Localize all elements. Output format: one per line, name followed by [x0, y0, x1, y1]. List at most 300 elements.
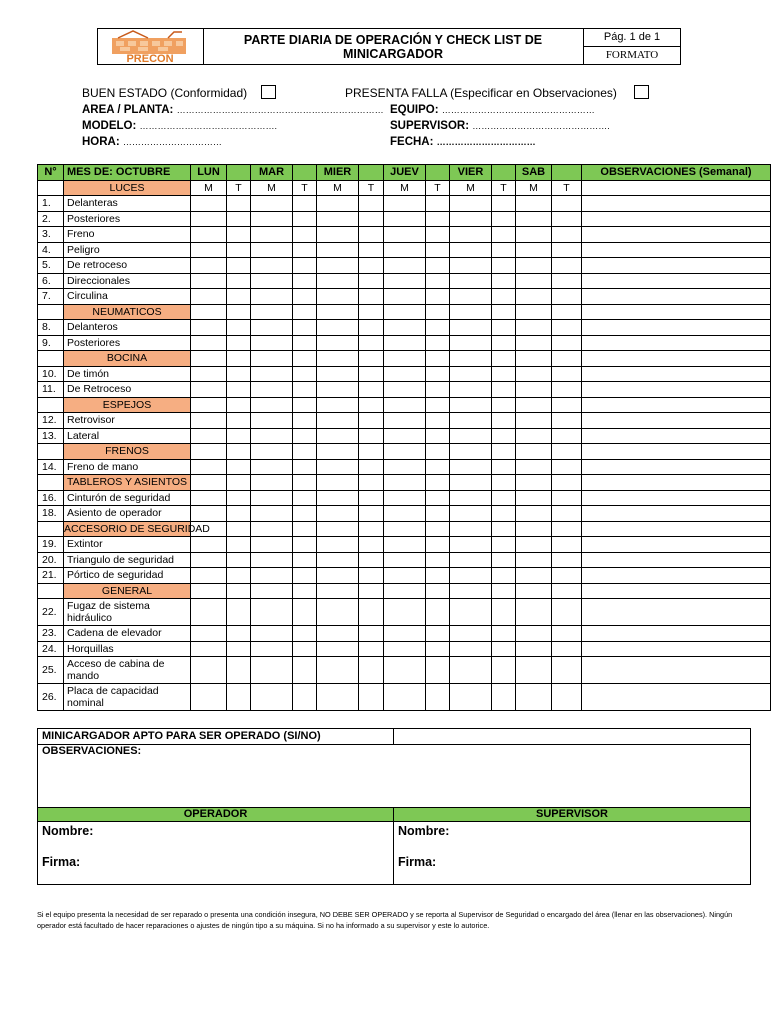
check-cell-m[interactable] — [516, 428, 552, 444]
check-cell-t[interactable] — [426, 459, 450, 475]
check-cell-m[interactable] — [384, 506, 426, 522]
check-cell-t[interactable] — [293, 444, 317, 460]
check-cell-t[interactable] — [426, 428, 450, 444]
check-cell-m[interactable] — [384, 684, 426, 711]
check-cell-m[interactable] — [317, 289, 359, 305]
observaciones-cell[interactable] — [582, 397, 771, 413]
check-cell-t[interactable] — [227, 506, 251, 522]
check-cell-m[interactable] — [191, 475, 227, 491]
check-cell-m[interactable] — [317, 657, 359, 684]
check-cell-m[interactable] — [191, 289, 227, 305]
check-cell-m[interactable] — [384, 475, 426, 491]
check-cell-t[interactable] — [426, 568, 450, 584]
check-cell-t[interactable] — [359, 320, 384, 336]
presenta-falla-checkbox[interactable] — [634, 85, 649, 99]
check-cell-m[interactable] — [516, 304, 552, 320]
check-cell-t[interactable] — [359, 521, 384, 537]
observaciones-cell[interactable] — [582, 506, 771, 522]
check-cell-m[interactable] — [317, 521, 359, 537]
check-cell-t[interactable] — [293, 289, 317, 305]
check-cell-m[interactable] — [251, 521, 293, 537]
check-cell-m[interactable] — [450, 490, 492, 506]
check-cell-m[interactable] — [317, 366, 359, 382]
check-cell-m[interactable] — [450, 196, 492, 212]
supervisor-signature-cell[interactable] — [394, 822, 751, 885]
check-cell-t[interactable] — [426, 211, 450, 227]
check-cell-t[interactable] — [359, 397, 384, 413]
check-cell-m[interactable] — [516, 657, 552, 684]
check-cell-m[interactable] — [317, 335, 359, 351]
check-cell-t[interactable] — [293, 227, 317, 243]
check-cell-m[interactable] — [251, 506, 293, 522]
check-cell-m[interactable] — [317, 413, 359, 429]
check-cell-m[interactable] — [191, 273, 227, 289]
check-cell-t[interactable] — [426, 475, 450, 491]
check-cell-m[interactable] — [516, 366, 552, 382]
check-cell-t[interactable] — [293, 320, 317, 336]
check-cell-m[interactable] — [450, 351, 492, 367]
check-cell-m[interactable] — [516, 475, 552, 491]
check-cell-m[interactable] — [384, 273, 426, 289]
check-cell-t[interactable] — [359, 475, 384, 491]
check-cell-m[interactable] — [384, 657, 426, 684]
check-cell-m[interactable] — [317, 320, 359, 336]
check-cell-t[interactable] — [552, 641, 582, 657]
check-cell-m[interactable] — [317, 242, 359, 258]
observaciones-cell[interactable] — [38, 745, 751, 808]
check-cell-m[interactable] — [251, 211, 293, 227]
check-cell-m[interactable] — [317, 626, 359, 642]
check-cell-m[interactable] — [516, 413, 552, 429]
check-cell-m[interactable] — [516, 684, 552, 711]
check-cell-m[interactable] — [516, 289, 552, 305]
check-cell-t[interactable] — [492, 444, 516, 460]
check-cell-m[interactable] — [516, 583, 552, 599]
observaciones-cell[interactable] — [582, 304, 771, 320]
check-cell-t[interactable] — [227, 684, 251, 711]
check-cell-t[interactable] — [227, 490, 251, 506]
check-cell-t[interactable] — [359, 366, 384, 382]
check-cell-m[interactable] — [251, 335, 293, 351]
check-cell-t[interactable] — [293, 366, 317, 382]
check-cell-m[interactable] — [191, 568, 227, 584]
check-cell-t[interactable] — [293, 413, 317, 429]
observaciones-cell[interactable] — [582, 599, 771, 626]
check-cell-m[interactable] — [450, 304, 492, 320]
check-cell-m[interactable] — [191, 459, 227, 475]
check-cell-m[interactable] — [251, 459, 293, 475]
check-cell-t[interactable] — [359, 351, 384, 367]
check-cell-t[interactable] — [227, 366, 251, 382]
check-cell-t[interactable] — [293, 475, 317, 491]
check-cell-t[interactable] — [552, 444, 582, 460]
check-cell-t[interactable] — [426, 521, 450, 537]
check-cell-t[interactable] — [227, 444, 251, 460]
check-cell-m[interactable] — [317, 258, 359, 274]
check-cell-m[interactable] — [516, 521, 552, 537]
check-cell-m[interactable] — [251, 626, 293, 642]
check-cell-t[interactable] — [552, 397, 582, 413]
check-cell-t[interactable] — [227, 599, 251, 626]
check-cell-m[interactable] — [384, 211, 426, 227]
observaciones-cell[interactable] — [582, 684, 771, 711]
check-cell-t[interactable] — [492, 537, 516, 553]
check-cell-t[interactable] — [359, 626, 384, 642]
check-cell-t[interactable] — [359, 211, 384, 227]
check-cell-m[interactable] — [450, 568, 492, 584]
check-cell-m[interactable] — [251, 242, 293, 258]
apto-value-cell[interactable] — [394, 729, 751, 745]
check-cell-t[interactable] — [492, 382, 516, 398]
check-cell-t[interactable] — [293, 490, 317, 506]
check-cell-m[interactable] — [251, 583, 293, 599]
check-cell-m[interactable] — [450, 335, 492, 351]
check-cell-t[interactable] — [492, 506, 516, 522]
observaciones-cell[interactable] — [582, 490, 771, 506]
check-cell-t[interactable] — [426, 304, 450, 320]
check-cell-t[interactable] — [492, 273, 516, 289]
check-cell-t[interactable] — [426, 196, 450, 212]
check-cell-m[interactable] — [251, 413, 293, 429]
area-field[interactable] — [82, 104, 384, 116]
check-cell-t[interactable] — [492, 304, 516, 320]
check-cell-m[interactable] — [384, 521, 426, 537]
check-cell-m[interactable] — [251, 537, 293, 553]
check-cell-t[interactable] — [492, 490, 516, 506]
check-cell-t[interactable] — [426, 397, 450, 413]
check-cell-m[interactable] — [317, 684, 359, 711]
check-cell-m[interactable] — [317, 444, 359, 460]
check-cell-m[interactable] — [516, 227, 552, 243]
check-cell-m[interactable] — [450, 506, 492, 522]
hora-field[interactable] — [82, 136, 222, 148]
check-cell-t[interactable] — [426, 335, 450, 351]
check-cell-m[interactable] — [384, 626, 426, 642]
check-cell-m[interactable] — [450, 626, 492, 642]
observaciones-cell[interactable] — [582, 196, 771, 212]
check-cell-t[interactable] — [552, 684, 582, 711]
check-cell-m[interactable] — [450, 320, 492, 336]
check-cell-t[interactable] — [426, 273, 450, 289]
check-cell-m[interactable] — [516, 506, 552, 522]
check-cell-t[interactable] — [426, 351, 450, 367]
check-cell-m[interactable] — [516, 258, 552, 274]
check-cell-t[interactable] — [293, 196, 317, 212]
observaciones-cell[interactable] — [582, 641, 771, 657]
check-cell-t[interactable] — [492, 397, 516, 413]
check-cell-t[interactable] — [359, 428, 384, 444]
check-cell-t[interactable] — [293, 521, 317, 537]
check-cell-m[interactable] — [317, 196, 359, 212]
check-cell-m[interactable] — [384, 366, 426, 382]
check-cell-t[interactable] — [359, 583, 384, 599]
check-cell-m[interactable] — [450, 521, 492, 537]
check-cell-t[interactable] — [552, 196, 582, 212]
check-cell-m[interactable] — [251, 428, 293, 444]
check-cell-t[interactable] — [293, 428, 317, 444]
check-cell-m[interactable] — [317, 397, 359, 413]
check-cell-m[interactable] — [191, 366, 227, 382]
observaciones-cell[interactable] — [582, 258, 771, 274]
check-cell-t[interactable] — [552, 459, 582, 475]
check-cell-t[interactable] — [426, 227, 450, 243]
check-cell-m[interactable] — [384, 304, 426, 320]
check-cell-t[interactable] — [359, 599, 384, 626]
check-cell-t[interactable] — [227, 537, 251, 553]
check-cell-t[interactable] — [426, 506, 450, 522]
check-cell-t[interactable] — [426, 242, 450, 258]
check-cell-m[interactable] — [516, 351, 552, 367]
check-cell-m[interactable] — [516, 196, 552, 212]
observaciones-cell[interactable] — [582, 537, 771, 553]
check-cell-t[interactable] — [426, 490, 450, 506]
check-cell-t[interactable] — [227, 475, 251, 491]
observaciones-cell[interactable] — [582, 335, 771, 351]
check-cell-m[interactable] — [251, 258, 293, 274]
check-cell-m[interactable] — [450, 475, 492, 491]
check-cell-t[interactable] — [492, 641, 516, 657]
check-cell-m[interactable] — [384, 196, 426, 212]
check-cell-t[interactable] — [227, 382, 251, 398]
check-cell-m[interactable] — [516, 490, 552, 506]
check-cell-t[interactable] — [359, 304, 384, 320]
check-cell-m[interactable] — [251, 289, 293, 305]
check-cell-m[interactable] — [516, 397, 552, 413]
observaciones-cell[interactable] — [582, 475, 771, 491]
check-cell-t[interactable] — [426, 599, 450, 626]
check-cell-t[interactable] — [492, 428, 516, 444]
check-cell-t[interactable] — [293, 537, 317, 553]
check-cell-m[interactable] — [384, 289, 426, 305]
check-cell-m[interactable] — [384, 599, 426, 626]
check-cell-t[interactable] — [552, 289, 582, 305]
check-cell-m[interactable] — [317, 475, 359, 491]
check-cell-m[interactable] — [251, 641, 293, 657]
check-cell-m[interactable] — [251, 568, 293, 584]
check-cell-m[interactable] — [191, 599, 227, 626]
check-cell-t[interactable] — [359, 289, 384, 305]
check-cell-t[interactable] — [359, 227, 384, 243]
check-cell-t[interactable] — [293, 258, 317, 274]
check-cell-m[interactable] — [450, 599, 492, 626]
check-cell-m[interactable] — [191, 335, 227, 351]
check-cell-m[interactable] — [251, 196, 293, 212]
check-cell-m[interactable] — [191, 626, 227, 642]
check-cell-m[interactable] — [317, 382, 359, 398]
check-cell-m[interactable] — [317, 583, 359, 599]
observaciones-cell[interactable] — [582, 227, 771, 243]
check-cell-m[interactable] — [450, 366, 492, 382]
check-cell-m[interactable] — [384, 444, 426, 460]
check-cell-m[interactable] — [384, 583, 426, 599]
check-cell-m[interactable] — [516, 626, 552, 642]
check-cell-m[interactable] — [317, 506, 359, 522]
check-cell-t[interactable] — [426, 552, 450, 568]
check-cell-t[interactable] — [227, 351, 251, 367]
check-cell-t[interactable] — [227, 211, 251, 227]
check-cell-m[interactable] — [317, 227, 359, 243]
check-cell-m[interactable] — [191, 351, 227, 367]
check-cell-t[interactable] — [293, 459, 317, 475]
check-cell-m[interactable] — [384, 227, 426, 243]
check-cell-t[interactable] — [359, 335, 384, 351]
check-cell-t[interactable] — [227, 227, 251, 243]
check-cell-m[interactable] — [251, 552, 293, 568]
check-cell-m[interactable] — [251, 657, 293, 684]
check-cell-m[interactable] — [251, 444, 293, 460]
check-cell-t[interactable] — [227, 304, 251, 320]
check-cell-m[interactable] — [191, 413, 227, 429]
check-cell-m[interactable] — [191, 641, 227, 657]
check-cell-m[interactable] — [251, 273, 293, 289]
observaciones-cell[interactable] — [582, 382, 771, 398]
check-cell-m[interactable] — [450, 537, 492, 553]
check-cell-t[interactable] — [552, 227, 582, 243]
check-cell-t[interactable] — [359, 258, 384, 274]
check-cell-m[interactable] — [251, 227, 293, 243]
observaciones-cell[interactable] — [582, 320, 771, 336]
check-cell-t[interactable] — [552, 413, 582, 429]
check-cell-m[interactable] — [191, 196, 227, 212]
check-cell-t[interactable] — [359, 273, 384, 289]
check-cell-m[interactable] — [516, 641, 552, 657]
check-cell-m[interactable] — [450, 657, 492, 684]
check-cell-t[interactable] — [426, 320, 450, 336]
check-cell-t[interactable] — [293, 599, 317, 626]
check-cell-m[interactable] — [191, 258, 227, 274]
check-cell-t[interactable] — [227, 428, 251, 444]
check-cell-t[interactable] — [293, 211, 317, 227]
check-cell-m[interactable] — [450, 227, 492, 243]
check-cell-t[interactable] — [227, 657, 251, 684]
check-cell-t[interactable] — [552, 335, 582, 351]
check-cell-t[interactable] — [492, 413, 516, 429]
check-cell-t[interactable] — [552, 475, 582, 491]
check-cell-t[interactable] — [552, 599, 582, 626]
buen-estado-checkbox[interactable] — [261, 85, 276, 99]
check-cell-m[interactable] — [450, 428, 492, 444]
check-cell-t[interactable] — [492, 242, 516, 258]
check-cell-m[interactable] — [191, 227, 227, 243]
check-cell-t[interactable] — [293, 684, 317, 711]
check-cell-t[interactable] — [552, 537, 582, 553]
check-cell-m[interactable] — [384, 397, 426, 413]
check-cell-t[interactable] — [359, 242, 384, 258]
check-cell-t[interactable] — [492, 568, 516, 584]
check-cell-t[interactable] — [426, 366, 450, 382]
check-cell-t[interactable] — [552, 521, 582, 537]
check-cell-t[interactable] — [492, 320, 516, 336]
check-cell-t[interactable] — [552, 258, 582, 274]
check-cell-m[interactable] — [251, 351, 293, 367]
check-cell-t[interactable] — [426, 413, 450, 429]
check-cell-t[interactable] — [359, 537, 384, 553]
observaciones-cell[interactable] — [582, 242, 771, 258]
check-cell-t[interactable] — [492, 475, 516, 491]
check-cell-m[interactable] — [251, 475, 293, 491]
check-cell-t[interactable] — [227, 258, 251, 274]
check-cell-m[interactable] — [450, 413, 492, 429]
check-cell-t[interactable] — [359, 382, 384, 398]
check-cell-t[interactable] — [227, 242, 251, 258]
observaciones-cell[interactable] — [582, 459, 771, 475]
check-cell-t[interactable] — [426, 444, 450, 460]
check-cell-t[interactable] — [227, 413, 251, 429]
supervisor-field[interactable] — [390, 120, 610, 132]
check-cell-t[interactable] — [492, 227, 516, 243]
check-cell-t[interactable] — [227, 583, 251, 599]
check-cell-t[interactable] — [359, 641, 384, 657]
check-cell-m[interactable] — [384, 537, 426, 553]
check-cell-t[interactable] — [492, 521, 516, 537]
check-cell-t[interactable] — [552, 583, 582, 599]
check-cell-m[interactable] — [191, 382, 227, 398]
check-cell-t[interactable] — [227, 626, 251, 642]
check-cell-t[interactable] — [426, 537, 450, 553]
check-cell-m[interactable] — [516, 242, 552, 258]
check-cell-t[interactable] — [227, 568, 251, 584]
check-cell-m[interactable] — [516, 382, 552, 398]
check-cell-t[interactable] — [426, 583, 450, 599]
check-cell-m[interactable] — [384, 335, 426, 351]
check-cell-t[interactable] — [492, 351, 516, 367]
check-cell-t[interactable] — [426, 684, 450, 711]
check-cell-m[interactable] — [251, 599, 293, 626]
check-cell-m[interactable] — [251, 366, 293, 382]
check-cell-t[interactable] — [426, 382, 450, 398]
check-cell-m[interactable] — [317, 568, 359, 584]
check-cell-t[interactable] — [359, 490, 384, 506]
check-cell-m[interactable] — [191, 242, 227, 258]
observaciones-cell[interactable] — [582, 521, 771, 537]
check-cell-t[interactable] — [426, 258, 450, 274]
check-cell-m[interactable] — [450, 583, 492, 599]
observaciones-cell[interactable] — [582, 657, 771, 684]
check-cell-t[interactable] — [552, 382, 582, 398]
observaciones-cell[interactable] — [582, 583, 771, 599]
check-cell-t[interactable] — [492, 552, 516, 568]
check-cell-m[interactable] — [317, 599, 359, 626]
check-cell-m[interactable] — [384, 320, 426, 336]
check-cell-m[interactable] — [191, 444, 227, 460]
check-cell-t[interactable] — [492, 583, 516, 599]
observaciones-cell[interactable] — [582, 444, 771, 460]
modelo-field[interactable] — [82, 120, 277, 132]
observaciones-cell[interactable] — [582, 626, 771, 642]
check-cell-m[interactable] — [191, 490, 227, 506]
check-cell-t[interactable] — [359, 506, 384, 522]
check-cell-t[interactable] — [293, 397, 317, 413]
check-cell-m[interactable] — [384, 258, 426, 274]
check-cell-t[interactable] — [293, 568, 317, 584]
check-cell-m[interactable] — [384, 242, 426, 258]
check-cell-m[interactable] — [384, 568, 426, 584]
observaciones-cell[interactable] — [582, 366, 771, 382]
check-cell-m[interactable] — [516, 599, 552, 626]
check-cell-m[interactable] — [516, 568, 552, 584]
check-cell-m[interactable] — [384, 382, 426, 398]
check-cell-t[interactable] — [227, 459, 251, 475]
check-cell-t[interactable] — [552, 320, 582, 336]
check-cell-t[interactable] — [293, 351, 317, 367]
check-cell-m[interactable] — [384, 459, 426, 475]
check-cell-m[interactable] — [384, 641, 426, 657]
check-cell-t[interactable] — [492, 459, 516, 475]
check-cell-m[interactable] — [251, 320, 293, 336]
check-cell-t[interactable] — [552, 304, 582, 320]
observaciones-cell[interactable] — [582, 289, 771, 305]
check-cell-t[interactable] — [492, 599, 516, 626]
